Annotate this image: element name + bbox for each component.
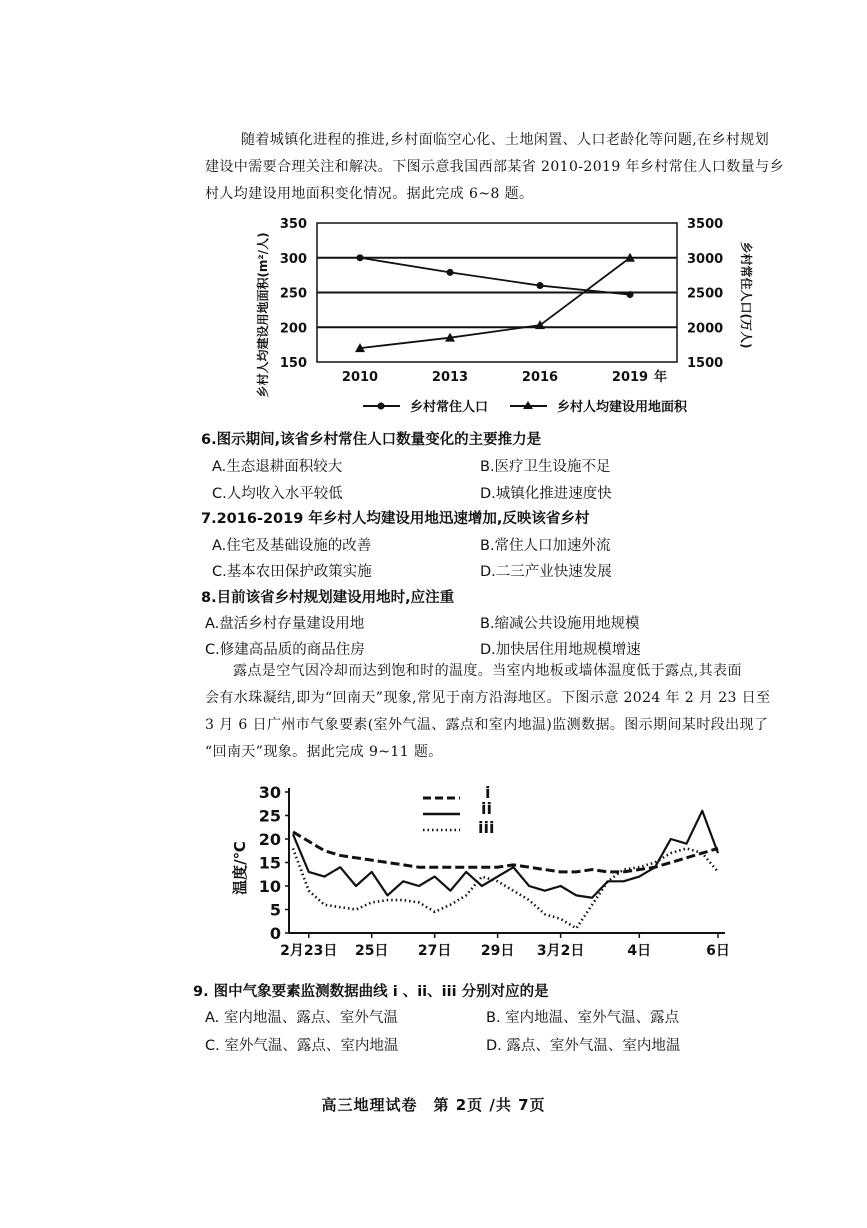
q6-option-a[interactable]: A.生态退耕面积较大 (212, 459, 343, 475)
x-tick-label: 29日 (480, 943, 515, 959)
q9-option-b[interactable]: B. 室内地温、室外气温、露点 (486, 1010, 680, 1026)
x-tick-label: 2010 (341, 370, 379, 385)
right-tick-label: 2000 (687, 321, 724, 337)
x-tick-label: 2月23日 (280, 943, 338, 959)
question-7-stem: 7.2016-2019 年乡村人均建设用地迅速增加,反映该省乡村 (201, 511, 590, 527)
legend-landuse: 乡村人均建设用地面积 (557, 400, 688, 415)
temperature-chart (205, 778, 745, 968)
population-landuse-chart (245, 210, 765, 430)
series-iii (293, 848, 718, 928)
right-axis-label: 乡村常住人口(万人) (739, 241, 753, 349)
q9-option-a[interactable]: A. 室内地温、露点、室外气温 (205, 1010, 398, 1026)
q8-option-a[interactable]: A.盘活乡村存量建设用地 (205, 616, 365, 632)
left-tick-label: 350 (279, 217, 307, 232)
passage-1-line-1: 随着城镇化进程的推进,乡村面临空心化、土地闲置、人口老龄化等问题,在乡村规划 (241, 132, 770, 148)
passage-2-line-1: 露点是空气因冷却而达到饱和时的温度。当室内地板或墙体温度低于露点,其表面 (233, 663, 742, 679)
population-point (537, 282, 544, 289)
y-tick-label: 10 (258, 877, 281, 896)
passage-1-line-2: 建设中需要合理关注和解决。下图示意我国西部某省 2010-2019 年乡村常住人口数量与乡 (205, 159, 784, 175)
passage-2 (205, 658, 795, 766)
passage-1-line-3: 村人均建设用地面积变化情况。据此完成 6~8 题。 (205, 186, 534, 202)
q6-option-d[interactable]: D.城镇化推进速度快 (480, 486, 612, 502)
q6-option-b[interactable]: B.医疗卫生设施不足 (480, 459, 611, 475)
question-8-stem: 8.目前该省乡村规划建设用地时,应注重 (201, 590, 455, 606)
legend-ii: ii (481, 799, 492, 818)
x-tick-label: 2016 (521, 370, 559, 385)
question-6-stem: 6.图示期间,该省乡村常住人口数量变化的主要推力是 (201, 432, 542, 448)
x-tick-label: 4日 (627, 943, 652, 959)
legend-i: i (485, 783, 491, 802)
q9-option-c[interactable]: C. 室外气温、露点、室内地温 (205, 1038, 399, 1054)
q8-option-c[interactable]: C.修建高品质的商品住房 (205, 642, 365, 658)
q7-option-b[interactable]: B.常住人口加速外流 (480, 538, 611, 554)
series-line (360, 258, 630, 348)
q8-option-b[interactable]: B.缩减公共设施用地规模 (480, 616, 640, 632)
question-9-stem: 9. 图中气象要素监测数据曲线 i 、ii、iii 分别对应的是 (193, 984, 549, 1000)
x-tick-label: 25日 (354, 943, 389, 959)
population-point (447, 269, 454, 276)
temperature-axis-label: 温度/℃ (231, 841, 249, 895)
left-tick-label: 250 (279, 286, 307, 302)
x-tick-label: 6日 (706, 943, 730, 959)
page-footer: 高三地理试卷 第 2页 /共 7页 (321, 1096, 546, 1114)
x-tick-label: 3月2日 (536, 943, 585, 959)
left-axis-label: 乡村人均建设用地面积(m²/人) (256, 232, 270, 398)
year-suffix: 年 (654, 370, 668, 385)
y-tick-label: 5 (269, 900, 281, 920)
passage-1 (205, 127, 795, 208)
x-tick-label: 2013 (431, 370, 469, 385)
left-tick-label: 300 (279, 251, 307, 267)
q6-option-c[interactable]: C.人均收入水平较低 (212, 486, 343, 502)
q7-option-a[interactable]: A.住宅及基础设施的改善 (212, 538, 372, 554)
x-tick-label: 27日 (417, 943, 452, 959)
y-tick-label: 25 (258, 806, 281, 826)
legend-population: 乡村常住人口 (410, 400, 489, 415)
passage-2-line-4: “回南天”现象。据此完成 9~11 题。 (205, 744, 443, 760)
y-tick-label: 15 (258, 853, 281, 873)
q7-option-c[interactable]: C.基本农田保护政策实施 (212, 564, 372, 580)
right-tick-label: 2500 (687, 286, 724, 302)
right-tick-label: 3500 (687, 217, 724, 232)
legend-iii: iii (478, 818, 495, 837)
y-tick-label: 0 (269, 924, 281, 943)
q8-option-d[interactable]: D.加快居住用地规模增速 (480, 642, 641, 658)
passage-2-line-3: 3 月 6 日广州市气象要素(室外气温、露点和室内地温)监测数据。图示期间某时段出现了 (205, 717, 769, 733)
y-tick-label: 30 (258, 783, 281, 802)
right-tick-label: 1500 (687, 356, 724, 371)
left-tick-label: 200 (279, 321, 307, 337)
population-point (627, 291, 634, 298)
series-i (293, 832, 718, 872)
x-tick-label: 2019 (611, 370, 649, 385)
y-tick-label: 20 (258, 830, 281, 849)
population-point (357, 254, 364, 261)
passage-2-line-2: 会有水珠凝结,即为“回南天”现象,常见于南方沿海地区。下图示意 2024 年 2 月 23 日至 (205, 690, 771, 706)
right-tick-label: 3000 (687, 251, 724, 267)
q7-option-d[interactable]: D.二三产业快速发展 (480, 564, 612, 580)
q9-option-d[interactable]: D. 露点、室外气温、室内地温 (486, 1038, 681, 1054)
left-tick-label: 150 (279, 356, 307, 371)
